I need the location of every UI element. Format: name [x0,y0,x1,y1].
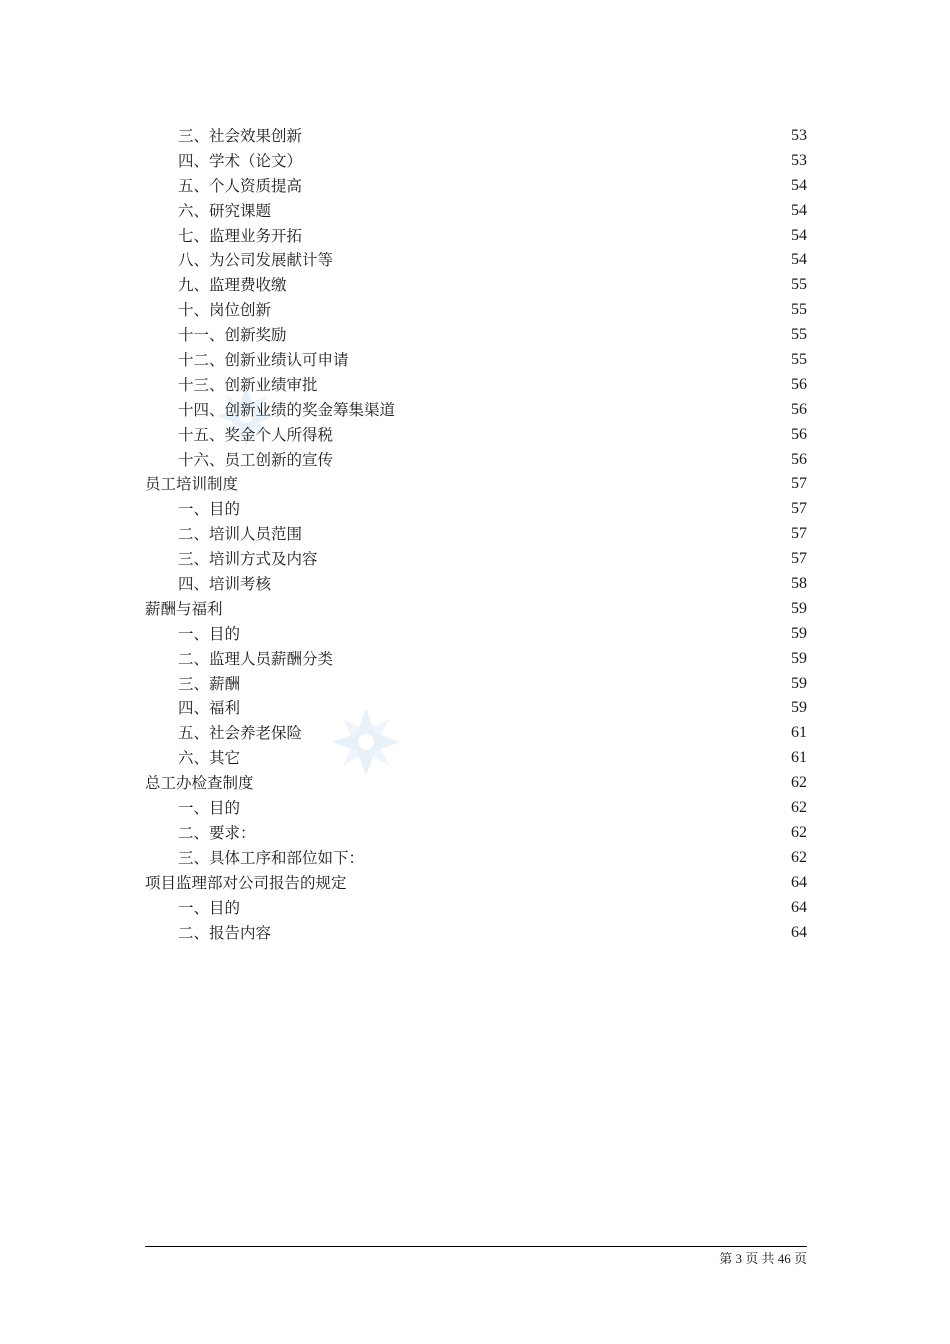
toc-entry-title: 十二、创新业绩认可申请 [178,351,349,370]
toc-entry-page-number: 64 [791,873,807,891]
toc-section-entry[interactable] [145,622,807,647]
toc-entry-page-number: 62 [791,823,807,841]
toc-chapter-entry[interactable] [145,472,807,497]
table-of-contents [145,124,807,945]
toc-section-entry[interactable] [145,373,807,398]
toc-entry-page-number: 59 [791,624,807,642]
toc-section-entry[interactable] [145,921,807,946]
toc-entry-title: 薪酬与福利 [145,599,223,618]
toc-section-entry[interactable] [145,522,807,547]
toc-entry-page-number: 57 [791,550,807,568]
toc-entry-page-number: 55 [791,301,807,319]
toc-entry-title: 五、个人资质提高 [178,176,303,195]
toc-entry-title: 三、培训方式及内容 [178,550,318,569]
toc-section-entry[interactable] [145,273,807,298]
toc-section-entry[interactable] [145,174,807,199]
toc-section-entry[interactable] [145,497,807,522]
toc-entry-title: 十一、创新奖励 [178,326,287,345]
toc-entry-title: 二、监理人员薪酬分类 [178,649,334,668]
toc-section-entry[interactable] [145,896,807,921]
toc-entry-title: 总工办检查制度 [145,774,254,793]
toc-entry-page-number: 59 [791,674,807,692]
toc-entry-page-number: 57 [791,475,807,493]
toc-section-entry[interactable] [145,696,807,721]
toc-entry-page-number: 53 [791,151,807,169]
toc-entry-title: 五、社会养老保险 [178,724,303,743]
toc-section-entry[interactable] [145,547,807,572]
toc-section-entry[interactable] [145,846,807,871]
toc-entry-page-number: 59 [791,699,807,717]
toc-entry-page-number: 62 [791,774,807,792]
toc-entry-page-number: 56 [791,450,807,468]
toc-entry-page-number: 57 [791,500,807,518]
toc-entry-title: 十四、创新业绩的奖金筹集渠道 [178,400,396,419]
toc-entry-title: 二、报告内容 [178,923,272,942]
toc-section-entry[interactable] [145,672,807,697]
toc-entry-page-number: 57 [791,525,807,543]
toc-section-entry[interactable] [145,398,807,423]
toc-entry-title: 十六、员工创新的宣传 [178,450,334,469]
toc-entry-page-number: 61 [791,724,807,742]
toc-entry-page-number: 64 [791,898,807,916]
toc-entry-title: 四、培训考核 [178,575,272,594]
toc-entry-page-number: 55 [791,276,807,294]
toc-entry-title: 十五、奖金个人所得税 [178,425,334,444]
toc-section-entry[interactable] [145,348,807,373]
toc-section-entry[interactable] [145,323,807,348]
toc-entry-title: 员工培训制度 [145,475,239,494]
toc-entry-title: 八、为公司发展献计等 [178,251,334,270]
toc-chapter-entry[interactable] [145,771,807,796]
toc-chapter-entry[interactable] [145,597,807,622]
toc-entry-title: 一、目的 [178,500,241,519]
toc-section-entry[interactable] [145,298,807,323]
toc-section-entry[interactable] [145,821,807,846]
toc-entry-page-number: 61 [791,749,807,767]
toc-section-entry[interactable] [145,572,807,597]
toc-entry-title: 六、其它 [178,749,241,768]
toc-entry-title: 九、监理费收缴 [178,276,287,295]
page-footer: 第 3 页 共 46 页 [719,1251,807,1266]
toc-entry-page-number: 54 [791,226,807,244]
toc-section-entry[interactable] [145,248,807,273]
toc-entry-page-number: 55 [791,326,807,344]
toc-entry-title: 一、目的 [178,898,241,917]
toc-entry-title: 项目监理部对公司报告的规定 [145,873,347,892]
toc-section-entry[interactable] [145,448,807,473]
toc-entry-title: 一、目的 [178,799,241,818]
toc-section-entry[interactable] [145,149,807,174]
toc-entry-title: 六、研究课题 [178,201,272,220]
toc-entry-title: 二、要求： [178,823,256,842]
toc-section-entry[interactable] [145,124,807,149]
toc-section-entry[interactable] [145,647,807,672]
toc-chapter-entry[interactable] [145,871,807,896]
toc-section-entry[interactable] [145,199,807,224]
toc-entry-page-number: 59 [791,599,807,617]
toc-entry-page-number: 56 [791,375,807,393]
toc-entry-page-number: 59 [791,649,807,667]
toc-entry-title: 三、具体工序和部位如下： [178,848,365,867]
toc-entry-title: 三、社会效果创新 [178,127,303,145]
toc-section-entry[interactable] [145,796,807,821]
toc-entry-title: 四、福利 [178,699,241,718]
toc-entry-title: 二、培训人员范围 [178,525,303,544]
toc-entry-title: 七、监理业务开拓 [178,226,303,245]
toc-entry-page-number: 55 [791,351,807,369]
toc-entry-page-number: 54 [791,201,807,219]
toc-entry-page-number: 62 [791,799,807,817]
toc-entry-page-number: 58 [791,575,807,593]
toc-section-entry[interactable] [145,746,807,771]
footer-divider [145,1246,807,1247]
toc-entry-page-number: 54 [791,251,807,269]
toc-entry-page-number: 62 [791,848,807,866]
toc-entry-page-number: 64 [791,923,807,941]
toc-entry-title: 十、岗位创新 [178,301,272,320]
toc-section-entry[interactable] [145,224,807,249]
toc-entry-title: 三、薪酬 [178,674,241,693]
toc-entry-title: 十三、创新业绩审批 [178,375,318,394]
toc-entry-title: 四、学术（论文） [178,151,303,170]
toc-section-entry[interactable] [145,423,807,448]
toc-entry-page-number: 56 [791,400,807,418]
toc-entry-page-number: 54 [791,176,807,194]
toc-entry-title: 一、目的 [178,624,241,643]
toc-section-entry[interactable] [145,721,807,746]
toc-entry-page-number: 56 [791,425,807,443]
toc-entry-page-number: 53 [791,127,807,144]
